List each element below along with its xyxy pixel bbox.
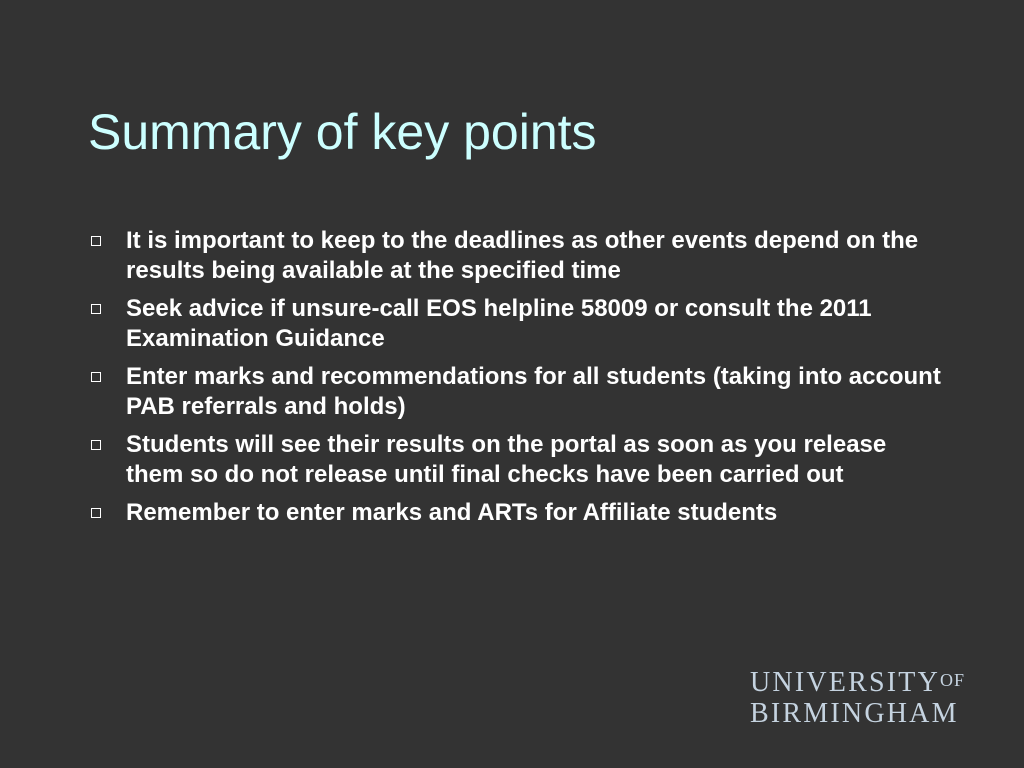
square-bullet-icon: [91, 236, 101, 246]
square-bullet-icon: [91, 508, 101, 518]
bullet-item: [88, 362, 948, 422]
square-bullet-icon: [91, 440, 101, 450]
bullet-item: [88, 430, 948, 490]
bullet-list: [88, 226, 948, 536]
bullet-text: It is important to keep to the deadlines as other events depend on the results being available at the specified time: [126, 227, 919, 284]
logo-line-2: BIRMINGHAM: [750, 698, 959, 729]
logo-university-text: UNIVERSITY: [750, 667, 940, 698]
square-bullet-icon: [91, 372, 101, 382]
bullet-item: [88, 294, 948, 354]
bullet-text: Seek advice if unsure-call EOS helpline 58009 or consult the 2011 Examination Guidance: [126, 295, 872, 352]
square-bullet-icon: [91, 304, 101, 314]
bullet-item: [88, 226, 948, 286]
slide-title: Summary of key points: [88, 104, 597, 160]
bullet-text: Enter marks and recommendations for all students (taking into account PAB referrals and holds): [126, 363, 941, 420]
university-logo: [750, 667, 965, 729]
bullet-text: Students will see their results on the portal as soon as you release them so do not release until final checks have been carried out: [126, 431, 887, 488]
logo-of-text: OF: [940, 670, 966, 690]
bullet-item: [88, 498, 948, 528]
bullet-text: Remember to enter marks and ARTs for Affiliate students: [126, 499, 778, 526]
logo-line-1: [750, 667, 965, 698]
